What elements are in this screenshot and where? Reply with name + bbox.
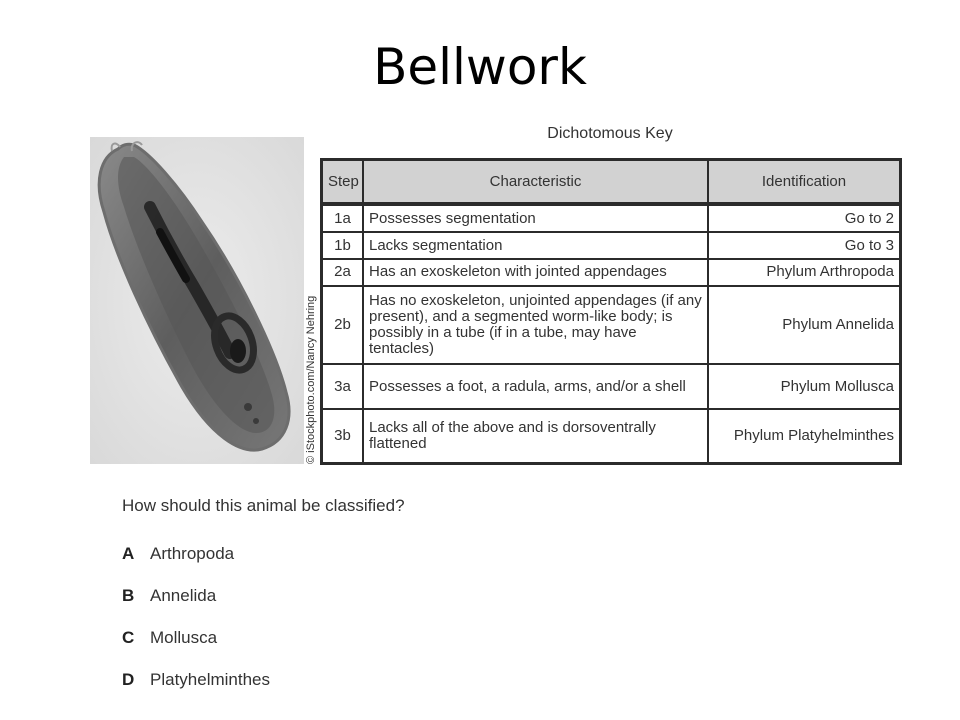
identification-cell: Phylum Platyhelminthes [733,427,894,445]
key-caption: Dichotomous Key [547,125,673,142]
dichotomous-key-table [320,158,902,465]
slide-title: Bellwork [373,38,587,96]
option-d[interactable] [122,668,270,692]
option-a[interactable] [122,542,234,566]
photo-credit-text: © iStockphoto.com/Nancy Nehring [305,295,317,464]
table-header-row [323,161,899,206]
step-cell: 1b [323,233,364,260]
characteristic-cell: Possesses segmentation [364,206,709,233]
table-row [323,287,899,365]
characteristic-cell: Has no exoskeleton, unjointed appendages (if any present), and a segmented worm-like body; is possibly in a tube (if in a tube, may have tentacles) [364,287,709,365]
identification-cell: Go to 2 [709,206,899,233]
step-cell: 3a [323,365,364,410]
header-identification: Identification [709,161,899,206]
characteristic-cell: Lacks all of the above and is dorsoventrally flattened [364,410,709,462]
option-label: Arthropoda [150,544,235,563]
option-label: Mollusca [150,628,218,647]
option-letter: A [122,544,135,563]
question-text: How should this animal be classified? [122,496,405,515]
table-row [323,206,899,233]
header-step: Step [323,161,364,206]
step-cell: 2a [323,260,364,287]
option-letter: D [122,670,135,689]
identification-cell: Phylum Mollusca [709,365,899,410]
option-letter: B [122,586,135,605]
identification-cell: Phylum Arthropoda [709,260,899,287]
characteristic-cell: Lacks segmentation [364,233,709,260]
step-cell: 1a [323,206,364,233]
option-label: Annelida [150,586,217,605]
table-row [323,410,899,462]
identification-cell: Go to 3 [709,233,899,260]
flatworm-photo [90,137,304,464]
step-cell: 2b [323,287,364,365]
option-label: Platyhelminthes [150,670,271,689]
header-characteristic: Characteristic [364,161,709,206]
option-b[interactable] [122,584,216,608]
table-row [323,233,899,260]
identification-cell: Phylum Annelida [709,287,899,365]
characteristic-cell: Has an exoskeleton with jointed appendages [364,260,709,287]
table-row [323,365,899,410]
characteristic-cell: Possesses a foot, a radula, arms, and/or a shell [364,365,709,410]
photo-credit [304,262,318,464]
flatworm-illustration [90,137,304,464]
table-row [323,260,899,287]
option-letter: C [122,628,135,647]
step-cell: 3b [323,410,364,462]
option-c[interactable] [122,626,217,650]
